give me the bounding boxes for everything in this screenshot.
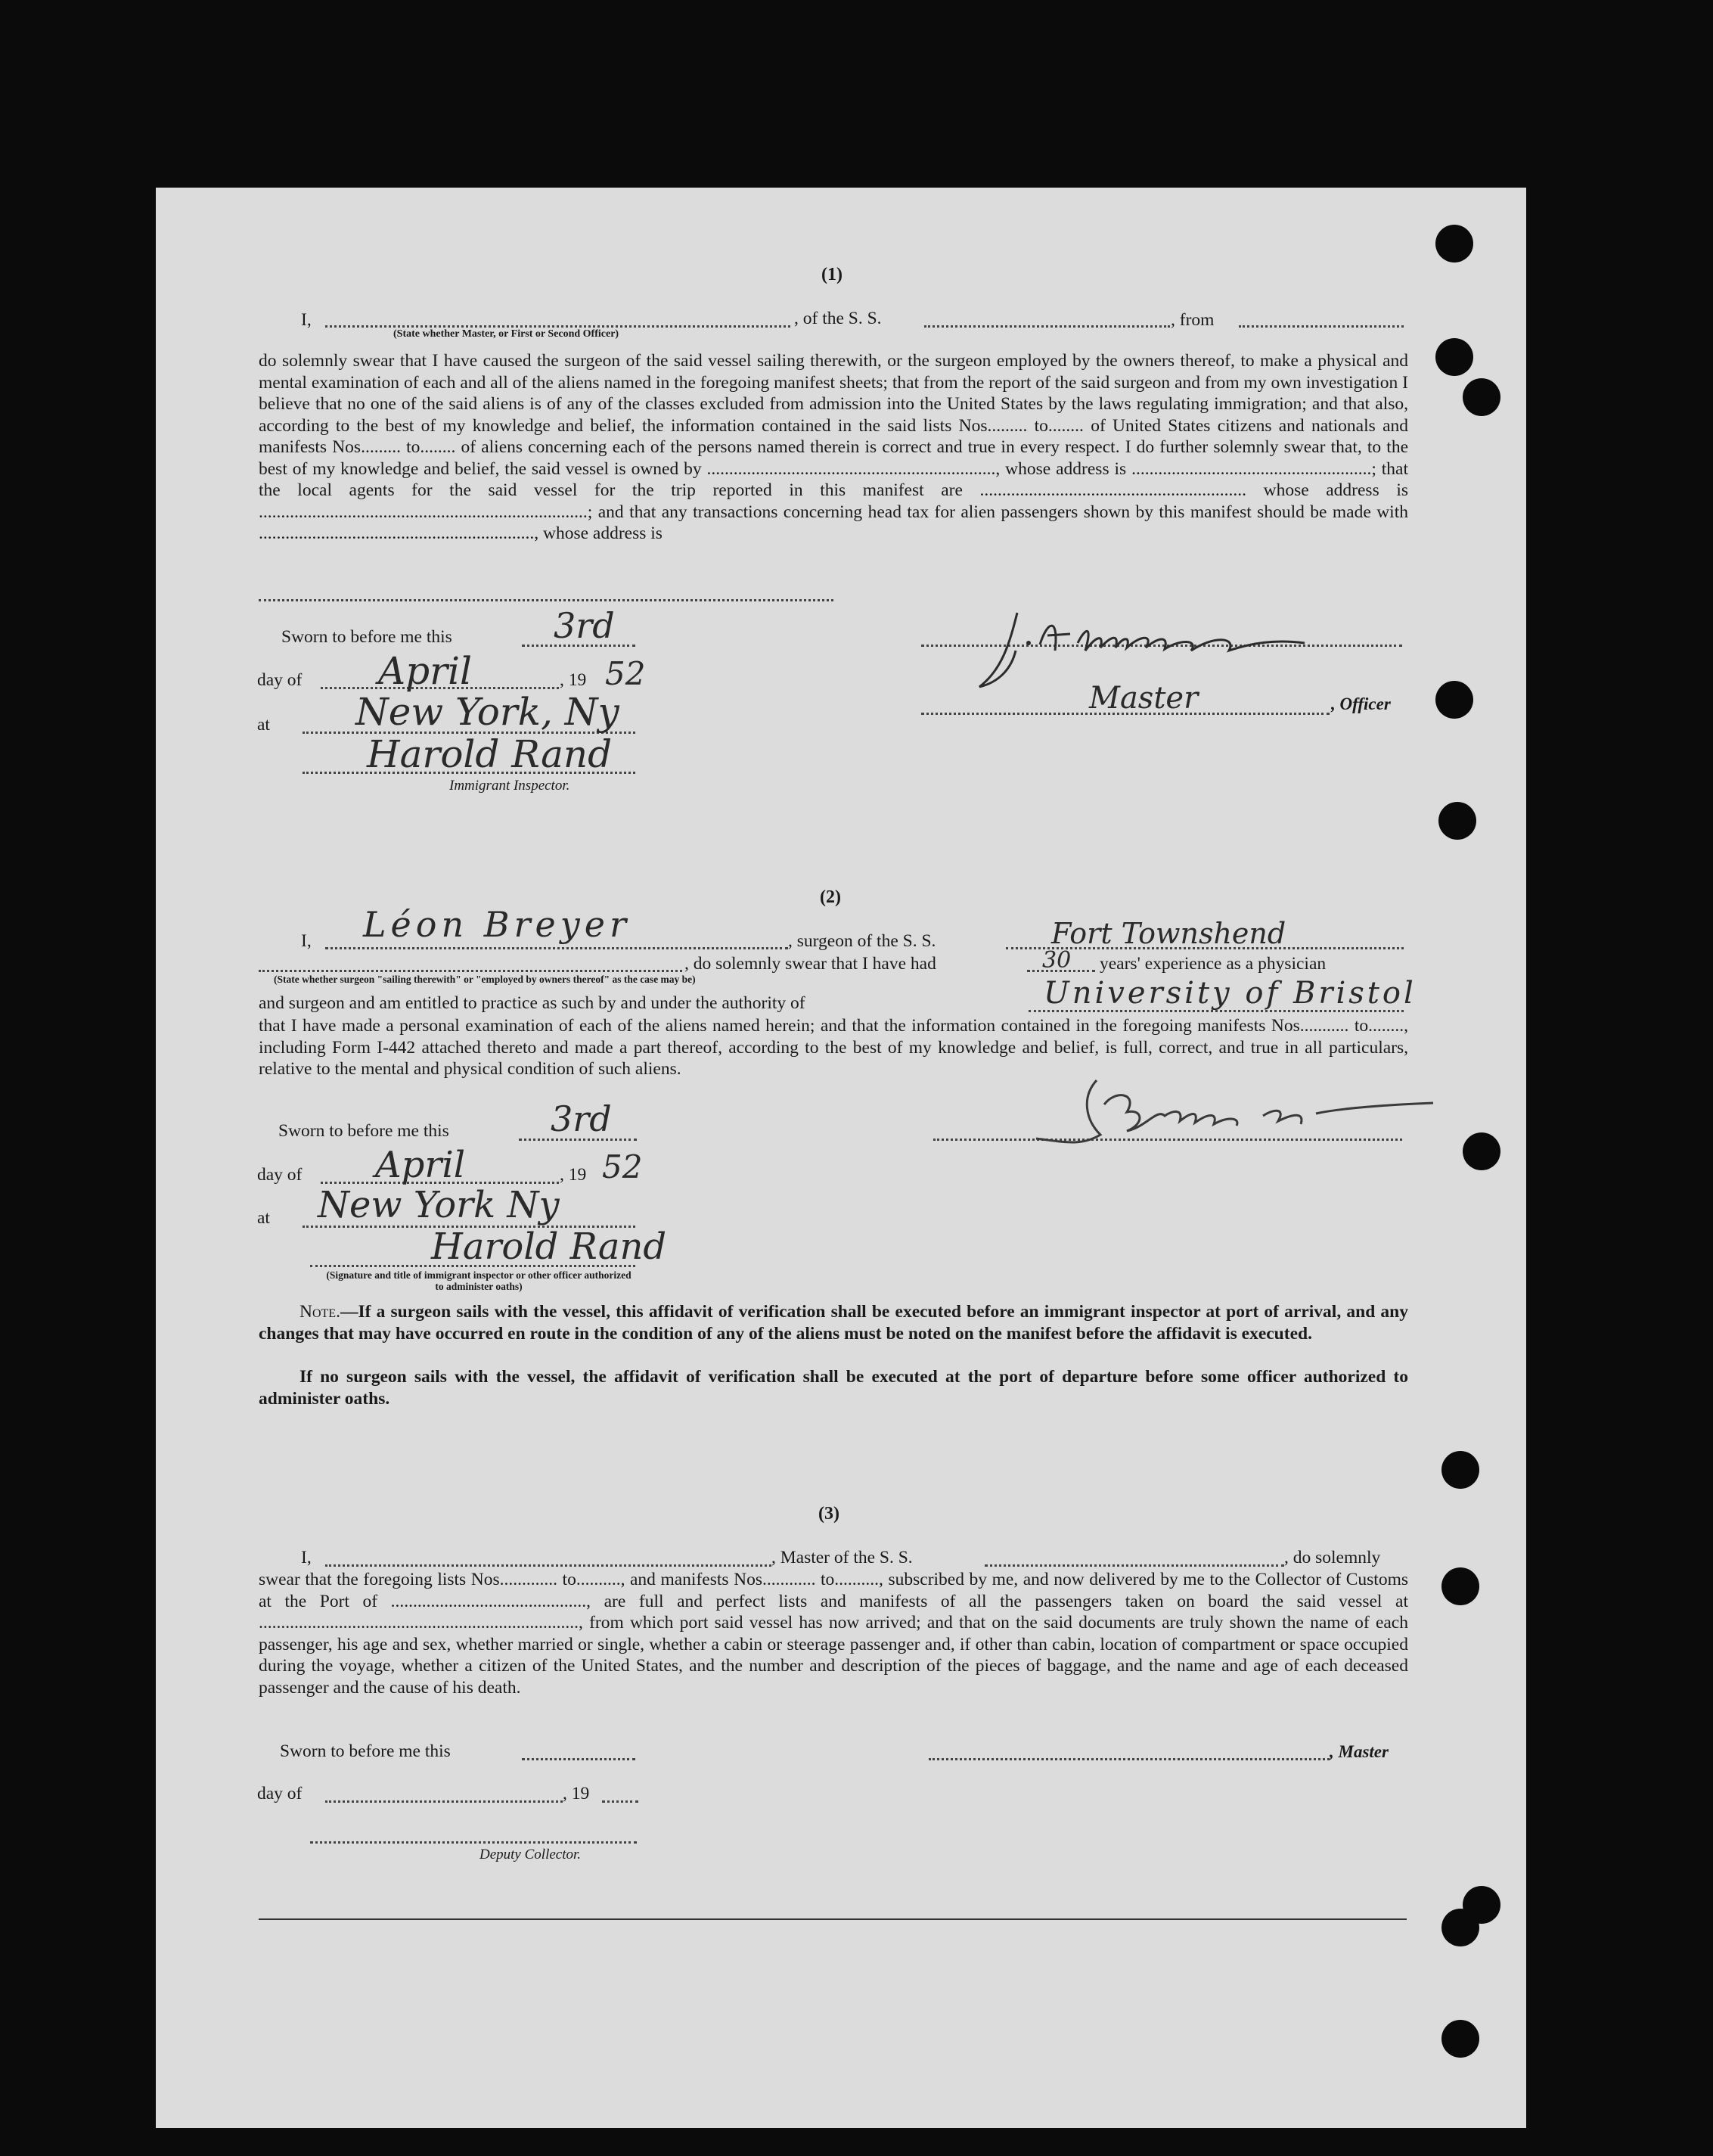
s1-officer-caption: , Officer bbox=[1331, 694, 1391, 713]
s1-from-label: , from bbox=[1171, 310, 1215, 330]
s3-deputy-caption: Deputy Collector. bbox=[479, 1847, 582, 1862]
s2-year-handwriting: 52 bbox=[602, 1148, 643, 1185]
s1-inspector-signature: Harold Rand bbox=[367, 732, 613, 776]
s3-master-caption: , Master bbox=[1330, 1742, 1389, 1761]
s1-officer-title-handwriting: Master bbox=[1089, 681, 1199, 716]
s3-solemnly-label: , do solemnly bbox=[1284, 1548, 1381, 1567]
punch-hole bbox=[1435, 338, 1473, 376]
bottom-rule bbox=[259, 1918, 1407, 1920]
s2-line-I: I, bbox=[301, 931, 312, 951]
s1-month-handwriting: April bbox=[378, 649, 472, 693]
s2-body-text: that I have made a personal examination of each of the aliens named herein; and that the information contained in the foregoing manifests Nos........... to........, including Form I-442 attached thereto and made a part thereof, according to the best of my knowledge and belief, is full, correct, and true in all particulars, relative to the mental and physical condition of such aliens. bbox=[259, 1016, 1408, 1079]
s2-sworn-day-handwriting: 3rd bbox=[551, 1098, 612, 1139]
s3-vessel-field[interactable] bbox=[985, 1564, 1284, 1567]
s2-month-handwriting: April bbox=[375, 1144, 466, 1186]
punch-hole bbox=[1435, 681, 1473, 719]
section-3-number: (3) bbox=[818, 1504, 839, 1524]
s1-place-handwriting: New York, Ny bbox=[355, 690, 619, 734]
s1-line-I: I, bbox=[301, 310, 312, 330]
punch-hole bbox=[1463, 1132, 1500, 1170]
punch-hole bbox=[1435, 225, 1473, 263]
s3-year-prefix: , 19 bbox=[563, 1784, 590, 1803]
punch-hole bbox=[1441, 2020, 1479, 2058]
s1-of-ss-label: , of the S. S. bbox=[794, 309, 882, 328]
s2-day-of-label: day of bbox=[257, 1165, 303, 1185]
s1-year-prefix: , 19 bbox=[560, 670, 587, 690]
s2-year-prefix: , 19 bbox=[560, 1165, 587, 1185]
s2-surgeon-name-field[interactable] bbox=[325, 947, 788, 949]
s2-note-text-2: If no surgeon sails with the vessel, the affidavit of verification shall be executed at the port of departure before some officer authorized to administer oaths. bbox=[259, 1367, 1408, 1409]
s2-at-label: at bbox=[257, 1208, 270, 1228]
s2-swear-label: , do solemnly swear that I have had bbox=[684, 954, 936, 974]
s1-day-of-label: day of bbox=[257, 670, 303, 690]
s3-master-label: , Master of the S. S. bbox=[771, 1548, 913, 1567]
s1-sworn-label: Sworn to before me this bbox=[281, 627, 452, 647]
s2-note-2 bbox=[259, 1366, 1408, 1409]
s2-note-text: —If a surgeon sails with the vessel, this affidavit of verification shall be executed before an immigrant inspector at port of arrival, and any changes that may have occurred en route in the condition of any of the aliens must be noted on the manifest before the affidavit is executed. bbox=[259, 1302, 1408, 1344]
s2-authority-handwriting: University of Bristol bbox=[1044, 976, 1417, 1011]
s3-sworn-day-field[interactable] bbox=[522, 1758, 635, 1760]
s2-caption-line bbox=[259, 970, 682, 972]
s2-state-caption: (State whether surgeon "sailing therewith" or "employed by owners thereof" as the case may be) bbox=[274, 974, 696, 985]
punch-hole bbox=[1441, 1451, 1479, 1489]
s2-authority-line-text: and surgeon and am entitled to practice as such by and under the authority of bbox=[259, 993, 805, 1013]
section-1-number: (1) bbox=[821, 265, 843, 284]
s2-surgeon-of-label: , surgeon of the S. S. bbox=[788, 931, 936, 951]
s2-sworn-label: Sworn to before me this bbox=[278, 1121, 449, 1141]
punch-hole bbox=[1463, 378, 1500, 416]
section-2-number: (2) bbox=[820, 887, 841, 907]
s3-deputy-line bbox=[310, 1841, 637, 1844]
s2-note-label: Note. bbox=[299, 1302, 340, 1322]
s2-place-handwriting: New York Ny bbox=[318, 1184, 560, 1226]
s3-master-signature-field[interactable] bbox=[929, 1758, 1330, 1760]
s2-surgeon-name-handwriting: Léon Breyer bbox=[363, 904, 631, 945]
s3-year-field[interactable] bbox=[602, 1800, 638, 1803]
s1-at-label: at bbox=[257, 715, 270, 735]
s1-vessel-field[interactable] bbox=[924, 325, 1170, 328]
s1-inspector-caption: Immigrant Inspector. bbox=[449, 778, 570, 794]
s1-body-end-line bbox=[259, 599, 833, 601]
s3-day-of-label: day of bbox=[257, 1784, 303, 1803]
s3-sworn-label: Sworn to before me this bbox=[280, 1741, 451, 1761]
s2-inspector-signature: Harold Rand bbox=[431, 1226, 667, 1268]
s1-sworn-day-handwriting: 3rd bbox=[554, 605, 615, 646]
s1-officer-rank-field[interactable] bbox=[325, 325, 790, 328]
punch-hole bbox=[1441, 1909, 1479, 1946]
s2-vessel-handwriting: Fort Townshend bbox=[1051, 917, 1286, 950]
s3-master-name-field[interactable] bbox=[325, 1564, 771, 1567]
s3-month-field[interactable] bbox=[325, 1800, 563, 1803]
s2-inspector-caption: (Signature and title of immigrant inspector or other officer authorized to administer oaths) bbox=[326, 1269, 632, 1292]
s2-note bbox=[259, 1301, 1408, 1344]
s3-body-text: swear that the foregoing lists Nos............. to.........., and manifests Nos............ to.........., subscribed by me, and now delivered by me to the Collector of Customs at the Port of ............................................, are full and perfect lists and manifests of all the passengers taken on board the said vessel at ........................................................................, from which port said vessel has now arrived; and that on the said documents are truly shown the name of each passenger, his age and sex, whether married or single, whether a cabin or steerage passenger and, if other than cabin, location of compartment or space occupied during the voyage, whether a citizen of the United States, and the number and description of the pieces of baggage, and the name and age of each deceased passenger and the cause of his death. bbox=[259, 1570, 1408, 1698]
s2-surgeon-signature bbox=[1013, 1074, 1437, 1161]
s3-line-I: I, bbox=[301, 1548, 312, 1567]
punch-hole bbox=[1438, 802, 1476, 840]
s1-body-text: do solemnly swear that I have caused the surgeon of the said vessel sailing therewith, or the surgeon employed by the owners thereof, to make a physical and mental examination of each and all of the aliens named in the foregoing manifest sheets; that from the report of the said surgeon and from my own investigation I believe that no one of the said aliens is of any of the classes excluded from admission into the United States by the laws regulating immigration; and that also, according to the best of my knowledge and belief, the information contained in the said lists Nos......... to........ of United States citizens and nationals and manifests Nos......... to........ of aliens concerning each of the persons named therein is correct and true in every respect. I do further solemnly swear that, to the best of my knowledge and belief, the said vessel is owned by ................................................................., whose address is ......................................................; that the local agents for the said vessel for the trip reported in this manifest are ............................................................ whose address is ..........................................................................; and that any transactions concerning head tax for alien passengers shown by this manifest should be made with .............................................................., whose address is bbox=[259, 351, 1408, 543]
s1-year-handwriting: 52 bbox=[605, 655, 646, 692]
punch-hole bbox=[1441, 1567, 1479, 1605]
s2-years-handwriting: 30 bbox=[1042, 947, 1072, 974]
s1-from-field[interactable] bbox=[1239, 325, 1404, 328]
s1-state-caption: (State whether Master, or First or Second Officer) bbox=[393, 328, 619, 340]
s2-years-label: years' experience as a physician bbox=[1100, 954, 1327, 974]
